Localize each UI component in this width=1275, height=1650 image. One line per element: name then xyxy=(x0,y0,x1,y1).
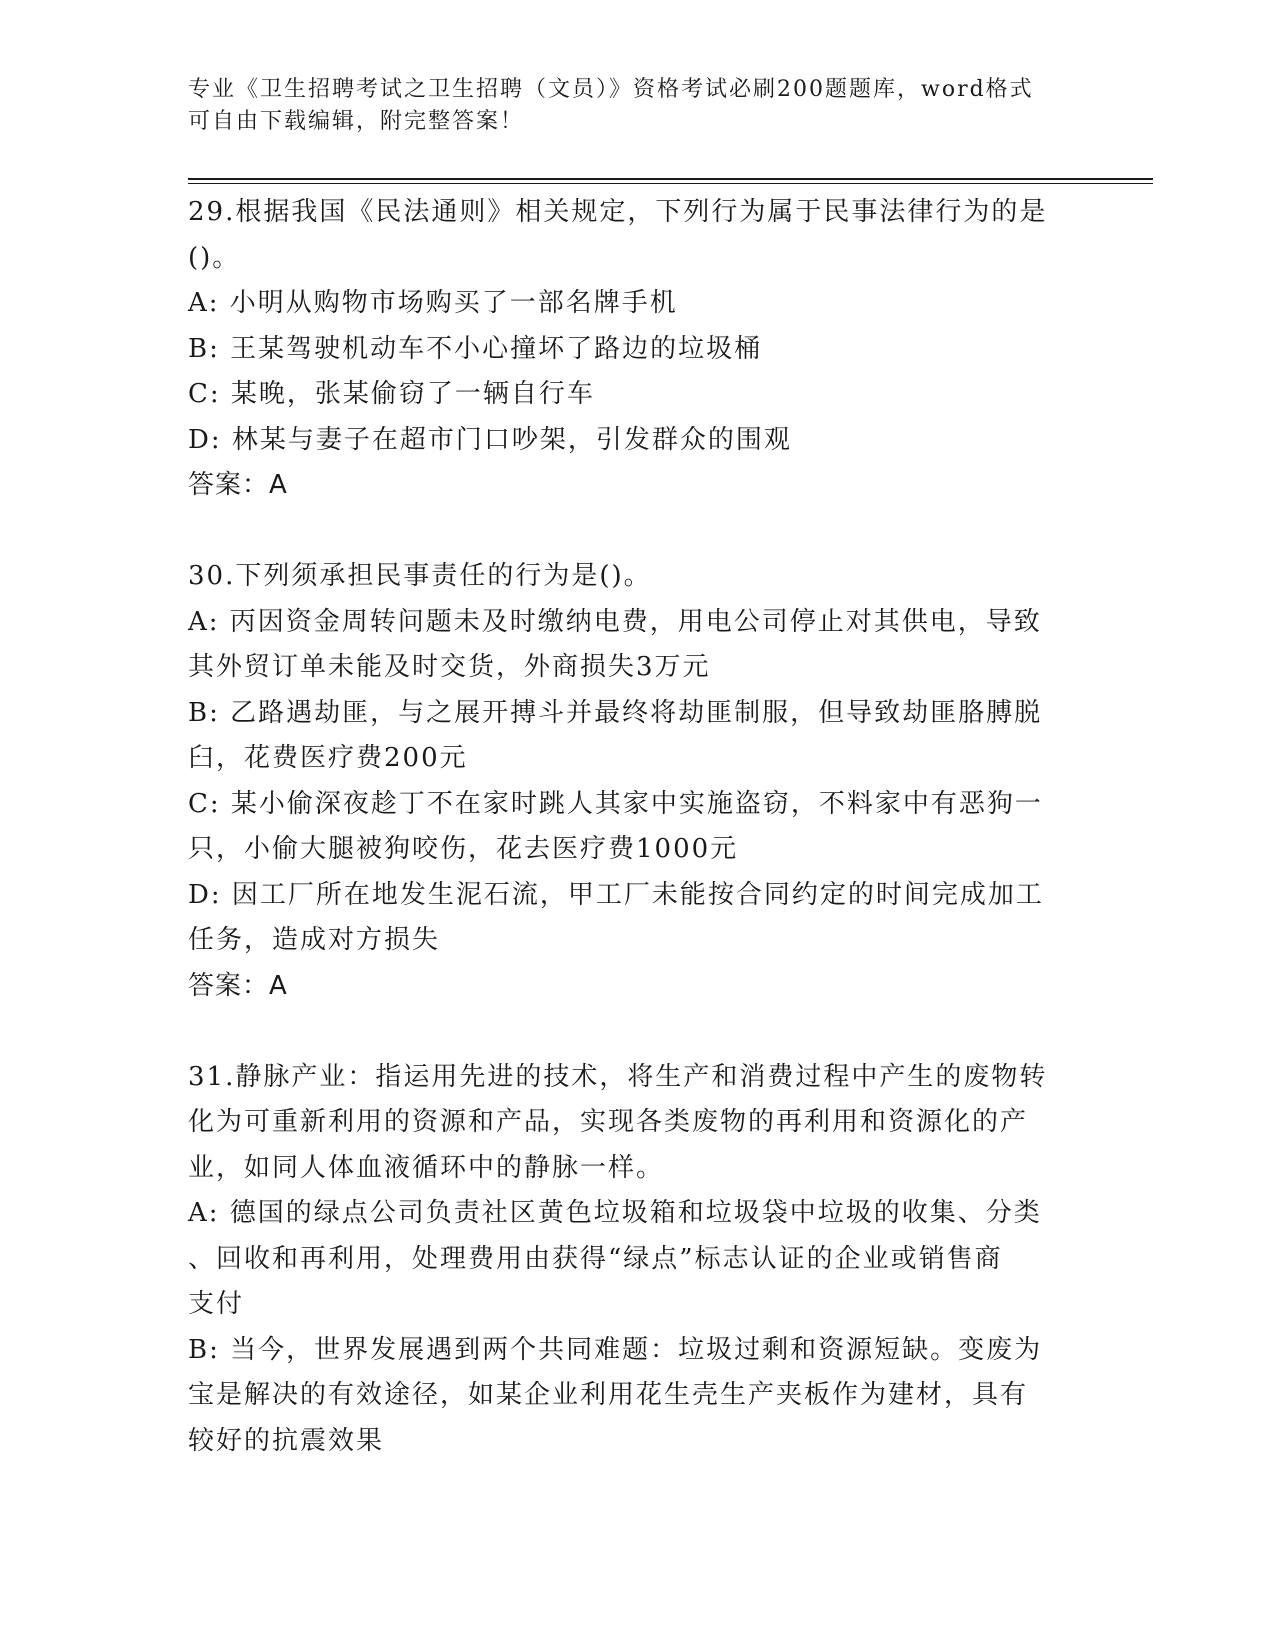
option-b: B: 王某驾驶机动车不小心撞坏了路边的垃圾桶 xyxy=(188,333,763,364)
question-spacer xyxy=(188,1009,1068,1055)
question-29 xyxy=(188,190,1068,509)
header-title-line-1: 专业《卫生招聘考试之卫生招聘（文员）》资格考试必刷200题题库，word格式 xyxy=(188,77,1034,102)
option-a-continued: 、回收和再利用，处理费用由获得“绿点”标志认证的企业或销售商 xyxy=(188,1243,1003,1274)
question-list xyxy=(188,190,1068,1464)
option-c: C: 某小偷深夜趁丁不在家时跳人其家中实施盗窃，不料家中有恶狗一 xyxy=(188,788,1043,819)
header-divider-thick xyxy=(188,178,1153,180)
header-title-line-2: 可自由下载编辑，附完整答案！ xyxy=(188,109,525,134)
question-stem-line: 29.根据我国《民法通则》相关规定，下列行为属于民事法律行为的是 xyxy=(188,197,1048,227)
option-d: D: 因工厂所在地发生泥石流，甲工厂未能按合同约定的时间完成加工 xyxy=(188,879,1044,910)
option-a-continued: 其外贸订单未能及时交货，外商损失3万元 xyxy=(188,652,711,682)
question-31 xyxy=(188,1055,1068,1465)
option-b: B: 乙路遇劫匪，与之展开搏斗并最终将劫匪制服，但导致劫匪胳膊脱 xyxy=(188,697,1043,728)
option-d: D: 林某与妻子在超市门口吵架，引发群众的围观 xyxy=(188,424,792,455)
option-a: A: 小明从购物市场购买了一部名牌手机 xyxy=(188,288,678,318)
question-stem-line: 31.静脉产业：指运用先进的技术，将生产和消费过程中产生的废物转 xyxy=(188,1061,1048,1092)
option-c: C: 某晚，张某偷窃了一辆自行车 xyxy=(188,379,595,409)
question-stem-line: 化为可重新利用的资源和产品，实现各类废物的再利用和资源化的产 xyxy=(188,1107,1029,1137)
option-b-continued: 宝是解决的有效途径，如某企业利用花生壳生产夹板作为建材，具有 xyxy=(188,1380,1029,1410)
option-a: A: 德国的绿点公司负责社区黄色垃圾箱和垃圾袋中垃圾的收集、分类 xyxy=(188,1198,1042,1228)
answer-label: 答案：A xyxy=(188,470,288,500)
option-d-continued: 任务，造成对方损失 xyxy=(188,925,441,955)
question-stem-line: ()。 xyxy=(188,242,241,273)
option-c-continued: 只，小偷大腿被狗咬伤，花去医疗费1000元 xyxy=(188,834,739,864)
question-30 xyxy=(188,554,1068,1009)
option-b-continued: 较好的抗震效果 xyxy=(188,1425,385,1456)
option-b-continued: 臼，花费医疗费200元 xyxy=(188,743,468,773)
question-spacer xyxy=(188,509,1068,555)
option-b: B: 当今，世界发展遇到两个共同难题：垃圾过剩和资源短缺。变废为 xyxy=(188,1334,1043,1365)
option-a-continued: 支付 xyxy=(188,1289,245,1319)
page-header xyxy=(188,74,1068,138)
header-divider-thin xyxy=(188,183,1153,184)
answer-label: 答案：A xyxy=(188,970,288,1001)
question-stem-line: 30.下列须承担民事责任的行为是()。 xyxy=(188,561,652,591)
question-stem-line: 业，如同人体血液循环中的静脉一样。 xyxy=(188,1152,665,1183)
option-a: A: 丙因资金周转问题未及时缴纳电费，用电公司停止对其供电，导致 xyxy=(188,606,1042,637)
